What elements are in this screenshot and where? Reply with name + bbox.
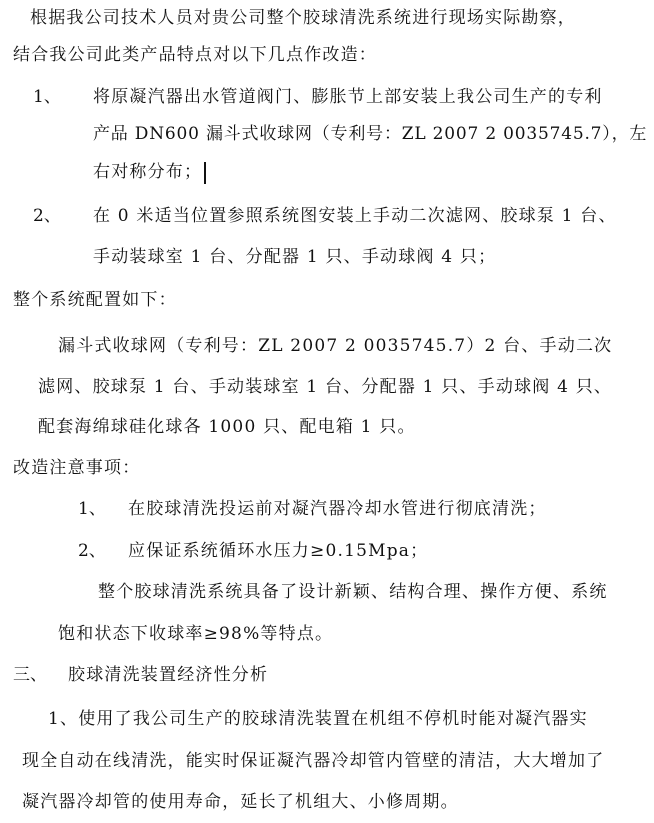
section-3-line-1: 1、使用了我公司生产的胶球清洗装置在机组不停机时能对凝汽器实 <box>48 709 588 729</box>
notes-summary-line-2: 饱和状态下收球率≥98%等特点。 <box>58 624 334 644</box>
improvement-1-line-3-text: 右对称分布； <box>93 162 203 182</box>
improvement-2-number: 2、 <box>33 206 61 226</box>
text-cursor <box>204 162 206 184</box>
improvement-1-line-1: 将原凝汽器出水管道阀门、膨胀节上部安装上我公司生产的专利 <box>93 87 603 107</box>
section-3-line-2: 现全自动在线清洗，能实时保证凝汽器冷却管内管壁的清洁，大大增加了 <box>22 751 605 771</box>
note-2-number: 2、 <box>78 541 106 561</box>
config-heading: 整个系统配置如下： <box>13 290 177 310</box>
section-3-line-3: 凝汽器冷却管的使用寿命，延长了机组大、小修周期。 <box>22 792 459 812</box>
intro-line-1: 根据我公司技术人员对贵公司整个胶球清洗系统进行现场实际勘察， <box>30 8 576 28</box>
improvement-1-line-2: 产品 DN600 漏斗式收球网（专利号：ZL 2007 2 0035745.7），左 <box>93 124 648 144</box>
intro-line-2: 结合我公司此类产品特点对以下几点作改造： <box>13 45 377 65</box>
note-2-text: 应保证系统循环水压力≥0.15Mpa； <box>128 541 429 561</box>
config-line-3: 配套海绵球硅化球各 1000 只、配电箱 1 只。 <box>38 417 416 437</box>
notes-summary-line-1: 整个胶球清洗系统具备了设计新颖、结构合理、操作方便、系统 <box>98 582 608 602</box>
improvement-1-line-3 <box>93 161 206 184</box>
note-1-text: 在胶球清洗投运前对凝汽器冷却水管进行彻底清洗； <box>128 499 547 519</box>
notes-heading: 改造注意事项： <box>13 458 141 478</box>
improvement-2-line-1: 在 0 米适当位置参照系统图安装上手动二次滤网、胶球泵 1 台、 <box>93 206 617 226</box>
section-3-number: 三、 <box>13 665 47 685</box>
note-1-number: 1、 <box>78 499 106 519</box>
section-3-title: 胶球清洗装置经济性分析 <box>68 665 269 685</box>
config-line-1: 漏斗式收球网（专利号：ZL 2007 2 0035745.7）2 台、手动二次 <box>58 336 613 356</box>
improvement-1-number: 1、 <box>33 87 61 107</box>
improvement-2-line-2: 手动装球室 1 台、分配器 1 只、手动球阀 4 只； <box>93 247 497 267</box>
config-line-2: 滤网、胶球泵 1 台、手动装球室 1 台、分配器 1 只、手动球阀 4 只、 <box>38 377 613 397</box>
